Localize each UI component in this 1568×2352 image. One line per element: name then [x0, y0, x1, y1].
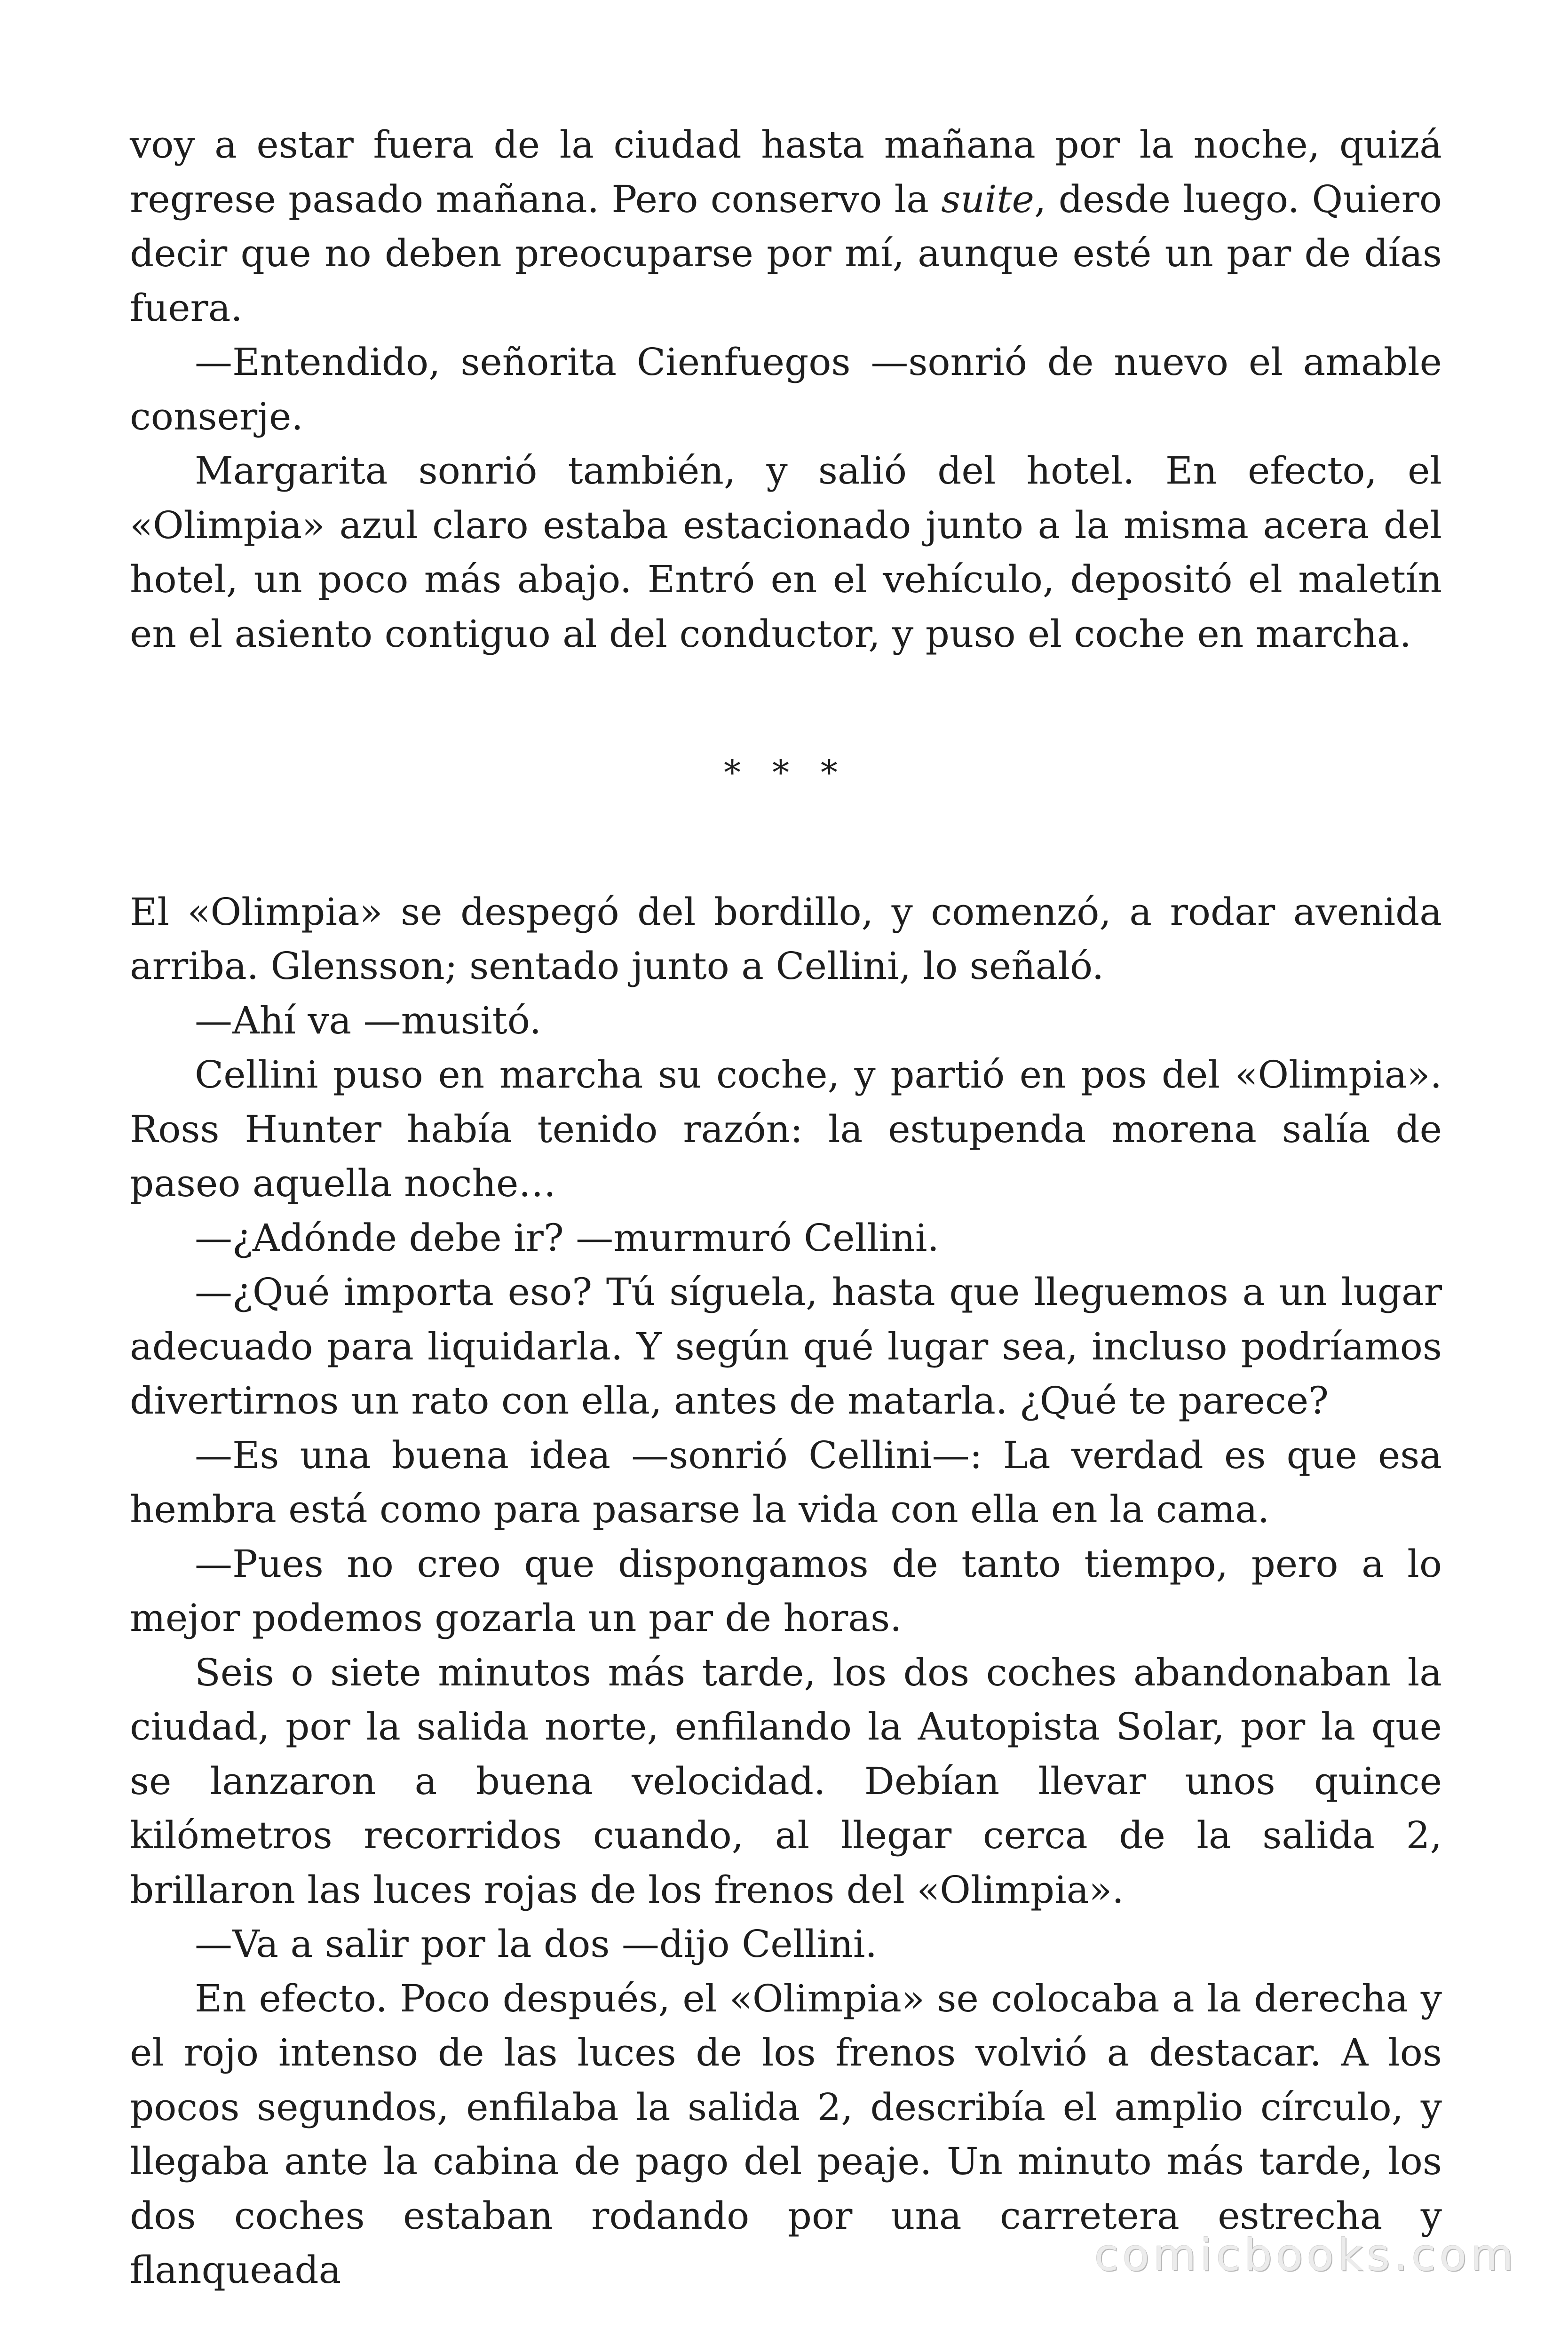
paragraph-text: voy a estar fuera de la ciudad hasta mañana por la noche, quizá regrese pasado mañana. Pero conservo la [130, 123, 1442, 221]
paragraph [130, 118, 1442, 335]
paragraph: —Va a salir por la dos —dijo Cellini. [195, 1922, 877, 1966]
italic-word: suite [941, 177, 1034, 221]
paragraph: —Ahí va —musitó. [195, 998, 541, 1042]
paragraph: En efecto. Poco después, el «Olimpia» se colocaba a la derecha y el rojo intenso de las luces de los frenos volvió a destacar. A los pocos segundos, enfilaba la salida 2, describía el amplio círculo, y llegaba ante la cabina de pago del peaje. Un minuto más tarde, los dos coches estaban rodando por una carretera estrecha y flanqueada [130, 1976, 1442, 2292]
paragraph: Seis o siete minutos más tarde, los dos coches abandonaban la ciudad, por la salida norte, enfilando la Autopista Solar, por la que se lanzaron a buena velocidad. Debían llevar unos quince kilómetros recorridos cuando, al llegar cerca de la salida 2, brillaron las luces rojas de los frenos del «Olimpia». [130, 1650, 1442, 1912]
paragraph: El «Olimpia» se despegó del bordillo, y comenzó, a rodar avenida arriba. Glensson; sentado junto a Cellini, lo señaló. [130, 890, 1442, 988]
book-page-text [130, 118, 1442, 2297]
section-separator: * * * [724, 753, 848, 792]
paragraph: —Pues no creo que dispongamos de tanto tiempo, pero a lo mejor podemos gozarla un par de horas. [130, 1542, 1442, 1640]
paragraph-text: , desde luego. Quiero decir que no deben preocuparse por mí, aunque esté un par de días fuera. [130, 177, 1442, 330]
paragraph: —Entendido, señorita Cienfuegos —sonrió de nuevo el amable conserje. [130, 340, 1442, 438]
paragraph: Cellini puso en marcha su coche, y partió en pos del «Olimpia». Ross Hunter había tenido razón: la estupenda morena salía de paseo aquella noche… [130, 1053, 1442, 1205]
watermark: comicbooks.com [1094, 2230, 1517, 2281]
paragraph: —¿Qué importa eso? Tú síguela, hasta que lleguemos a un lugar adecuado para liquidarla. Y según qué lugar sea, incluso podríamos divertirnos un rato con ella, antes de matarla. ¿Qué te parece? [130, 1270, 1442, 1422]
paragraph: Margarita sonrió también, y salió del hotel. En efecto, el «Olimpia» azul claro estaba estacionado junto a la misma acera del hotel, un poco más abajo. Entró en el vehículo, depositó el maletín en el asiento contiguo al del conductor, y puso el coche en marcha. [130, 449, 1442, 656]
paragraph: —¿Adónde debe ir? —murmuró Cellini. [195, 1216, 939, 1260]
paragraph: —Es una buena idea —sonrió Cellini—: La verdad es que esa hembra está como para pasarse la vida con ella en la cama. [130, 1433, 1442, 1531]
